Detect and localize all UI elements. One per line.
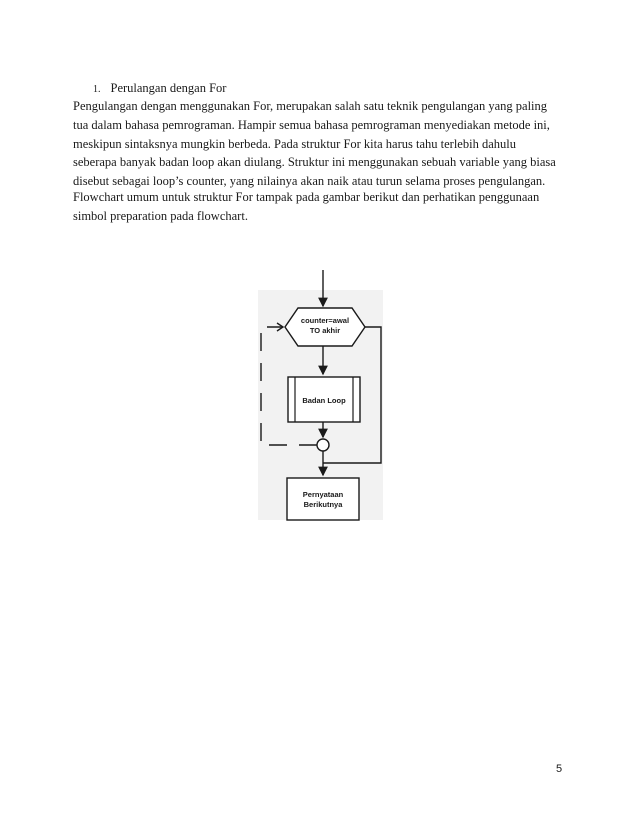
next-statement-text-line1: Pernyataan [302,490,344,499]
loop-body-text: Badan Loop [302,396,346,405]
for-loop-flowchart [255,270,395,530]
next-statement-text-line2: Berikutnya [303,500,343,509]
connector-circle [317,439,329,451]
section-heading [93,81,226,96]
paragraph-flowchart-intro [73,188,563,226]
preparation-text-line1: counter=awal [300,316,350,325]
heading-title: Perulangan dengan For [110,81,227,95]
heading-number: 1. [93,84,101,95]
paragraph-line: meskipun sintaksnya mungkin berbeda. Pada struktur For kita harus tahu terlebih dahulu [73,136,516,151]
paragraph-line: disebut sebagai loop’s counter, yang nilainya akan naik atau turun selama proses pengulangan. [73,174,546,189]
paragraph-line: Pengulangan dengan menggunakan For, merupakan salah satu teknik pengulangan yang paling [73,99,548,113]
preparation-text-line2: TO akhir [309,326,341,335]
next-statement-symbol [287,478,359,520]
paragraph-line: tua dalam bahasa pemrograman. Hampir semua bahasa pemrograman menyediakan metode ini, [73,117,550,132]
paragraph-line: seberapa banyak badan loop akan diulang. Struktur ini menggunakan sebuah variable yang biasa [73,155,556,170]
paragraph-line: Flowchart umum untuk struktur For tampak pada gambar berikut dan perhatikan penggunaan [73,190,540,204]
page-number: 5 [556,763,563,775]
paragraph-intro [73,97,563,191]
paragraph-line: simbol preparation pada flowchart. [73,208,248,223]
